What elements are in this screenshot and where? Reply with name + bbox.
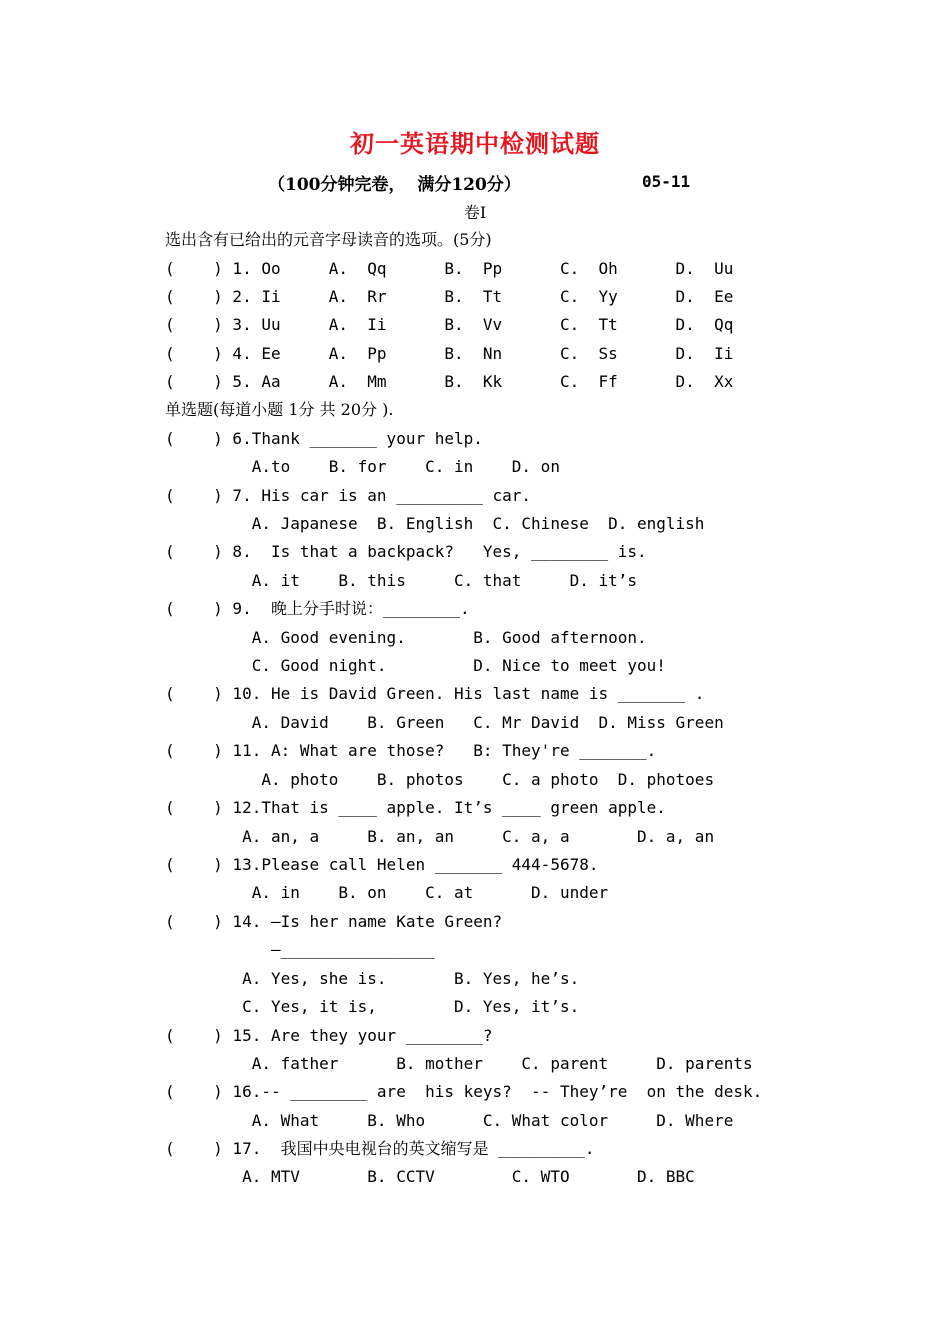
answer-options: A. Good evening. B. Good afternoon. <box>165 628 647 647</box>
question-line: ( ) 2. Ii A. Rr B. Tt C. Yy D. Ee <box>165 287 734 306</box>
question-line: ( ) 12.That is ____ apple. It’s ____ green apple. <box>165 798 666 817</box>
exam-date: 05-11 <box>642 172 691 191</box>
answer-options: A. Yes, she is. B. Yes, he’s. <box>165 969 580 988</box>
question-line: ( ) 10. He is David Green. His last name is _______ . <box>165 684 705 703</box>
answer-options: —________________ <box>165 940 435 959</box>
answer-options: A. MTV B. CCTV C. WTO D. BBC <box>165 1167 695 1186</box>
question-line: ( ) 4. Ee A. Pp B. Nn C. Ss D. Ii <box>165 344 734 363</box>
answer-options: A.to B. for C. in D. on <box>165 457 560 476</box>
question-line: ( ) 3. Uu A. Ii B. Vv C. Tt D. Qq <box>165 315 734 334</box>
answer-options: A. Japanese B. English C. Chinese D. english <box>165 514 705 533</box>
answer-options: A. in B. on C. at D. under <box>165 883 609 902</box>
answer-options: A. What B. Who C. What color D. Where <box>165 1111 734 1130</box>
answer-options: C. Yes, it is, D. Yes, it’s. <box>165 997 580 1016</box>
question-line: ( ) 1. Oo A. Qq B. Pp C. Oh D. Uu <box>165 259 734 278</box>
question-line: ( ) 13.Please call Helen _______ 444-5678. <box>165 855 599 874</box>
answer-options: A. an, a B. an, an C. a, a D. a, an <box>165 827 715 846</box>
question-line: ( ) 7. His car is an _________ car. <box>165 486 532 505</box>
answer-options: A. it B. this C. that D. it’s <box>165 571 638 590</box>
question-line: ( ) 9. 晚上分手时说：________. <box>165 599 470 618</box>
question-line: ( ) 6.Thank _______ your help. <box>165 429 483 448</box>
question-line: ( ) 14. —Is her name Kate Green? <box>165 912 503 931</box>
section1-heading: 选出含有已给出的元音字母读音的选项。(5分) <box>165 230 492 249</box>
question-line: ( ) 11. A: What are those? B: They're _______. <box>165 741 657 760</box>
answer-options: A. David B. Green C. Mr David D. Miss Green <box>165 713 724 732</box>
question-line: ( ) 5. Aa A. Mm B. Kk C. Ff D. Xx <box>165 372 734 391</box>
answer-options: A. photo B. photos C. a photo D. photoes <box>165 770 715 789</box>
section2-heading: 单选题(每道小题 1分 共 20分 ). <box>165 400 394 419</box>
question-line: ( ) 8. Is that a backpack? Yes, ________ is. <box>165 542 647 561</box>
page-title: 初一英语期中检测试题 <box>350 129 600 158</box>
question-line: ( ) 15. Are they your ________? <box>165 1026 493 1045</box>
question-line: ( ) 16.-- ________ are his keys? -- They’re on the desk. <box>165 1082 763 1101</box>
question-line: ( ) 17. 我国中央电视台的英文缩写是 _________. <box>165 1139 595 1158</box>
answer-options: A. father B. mother C. parent D. parents <box>165 1054 753 1073</box>
exam-subtitle: （100分钟完卷， 满分120分） <box>268 175 521 195</box>
answer-options: C. Good night. D. Nice to meet you! <box>165 656 666 675</box>
volume-label: 卷Ⅰ <box>463 203 487 222</box>
